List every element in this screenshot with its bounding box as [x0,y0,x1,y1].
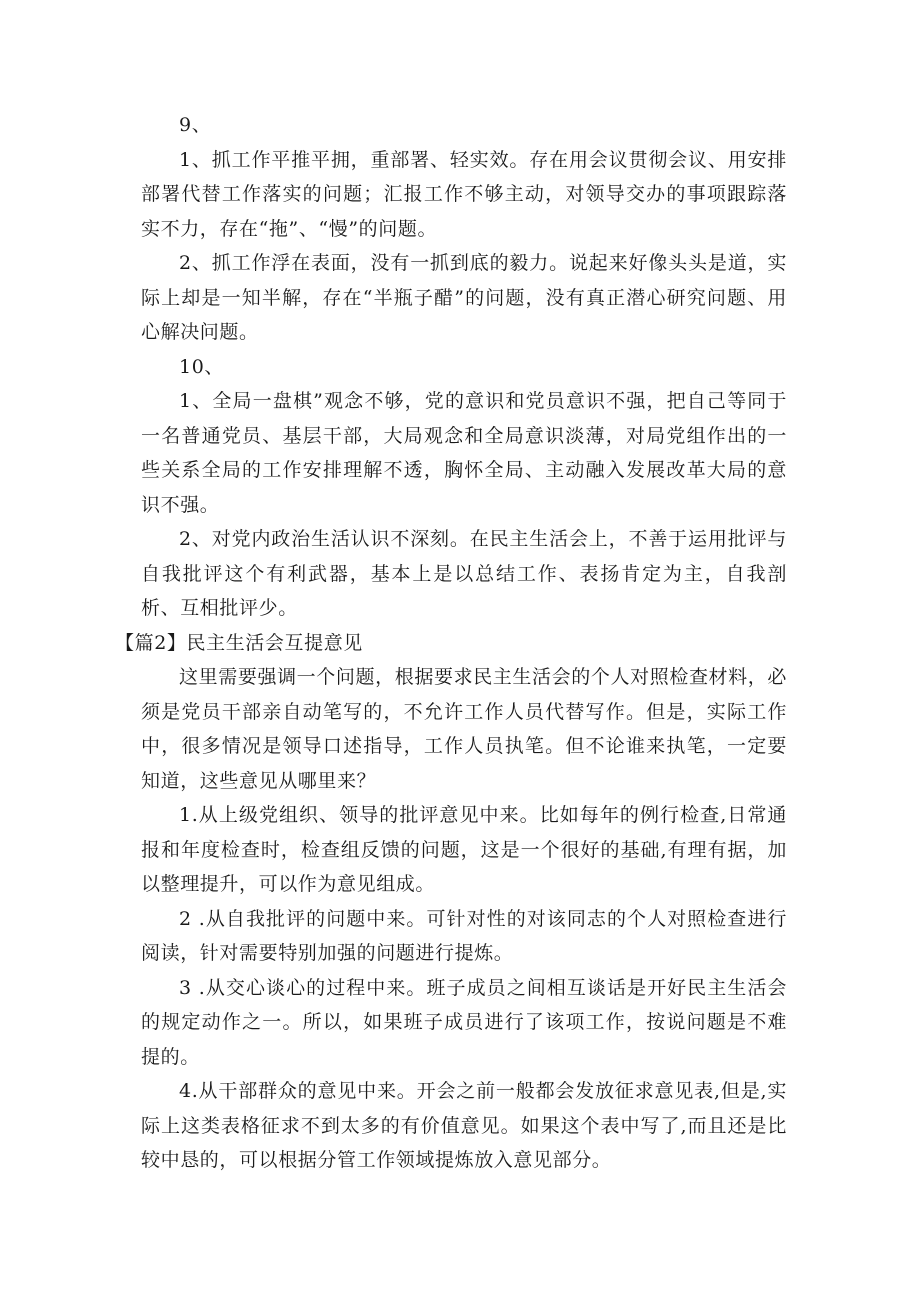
paragraph: 1、抓工作平推平拥，重部署、轻实效。存在用会议贯彻会议、用安排部署代替工作落实的问题；汇报工作不够主动，对领导交办的事项跟踪落实不力，存在“拖”、“慢”的问题。 [141,148,787,240]
paragraph: 1.从上级党组织、领导的批评意见中来。比如每年的例行检查,日常通报和年度检查时，检查组反馈的问题，这是一个很好的基础,有理有据，加以整理提升，可以作为意见组成。 [141,804,787,895]
paragraph: 4.从干部群众的意见中来。开会之前一般都会发放征求意见表,但是,实际上这类表格征求不到太多的有价值意见。如果这个表中写了,而且还是比较中恳的，可以根据分管工作领域提炼放入意见部分。 [141,1080,787,1171]
paragraph: 1、全局一盘棋”观念不够，党的意识和党员意识不强，把自己等同于一名普通党员、基层干部，大局观念和全局意识淡薄，对局党组作出的一些关系全局的工作安排理解不透，胸怀全局、主动融入发展改革大局的意识不强。 [141,390,787,516]
paragraph: 2、对党内政治生活认识不深刻。在民主生活会上，不善于运用批评与自我批评这个有利武器，基本上是以总结工作、表扬肯定为主，自我剖析、互相批评少。 [141,528,787,619]
paragraph: 这里需要强调一个问题，根据要求民主生活会的个人对照检查材料，必须是党员干部亲自动笔写的，不允许工作人员代替写作。但是，实际工作中，很多情况是领导口述指导，工作人员执笔。但不论谁来执笔，一定要知道，这些意见从哪里来？ [141,666,787,792]
paragraph: 2 .从自我批评的问题中来。可针对性的对该同志的个人对照检查进行阅读，针对需要特别加强的问题进行提炼。 [141,907,787,964]
document-body [115,108,787,1178]
section-heading: 【篇2】民主生活会互提意见 [115,631,363,654]
paragraph: 3 .从交心谈心的过程中来。班子成员之间相互谈话是开好民主生活会的规定动作之一。所以，如果班子成员进行了该项工作，按说问题是不难提的。 [141,976,787,1068]
paragraph: 2、抓工作浮在表面，没有一抓到底的毅力。说起来好像头头是道，实际上却是一知半解，存在“半瓶子醋”的问题，没有真正潜心研究问题、用心解决问题。 [141,252,787,343]
section-number-10: 10、 [179,355,224,378]
section-number-9: 9、 [179,114,212,136]
